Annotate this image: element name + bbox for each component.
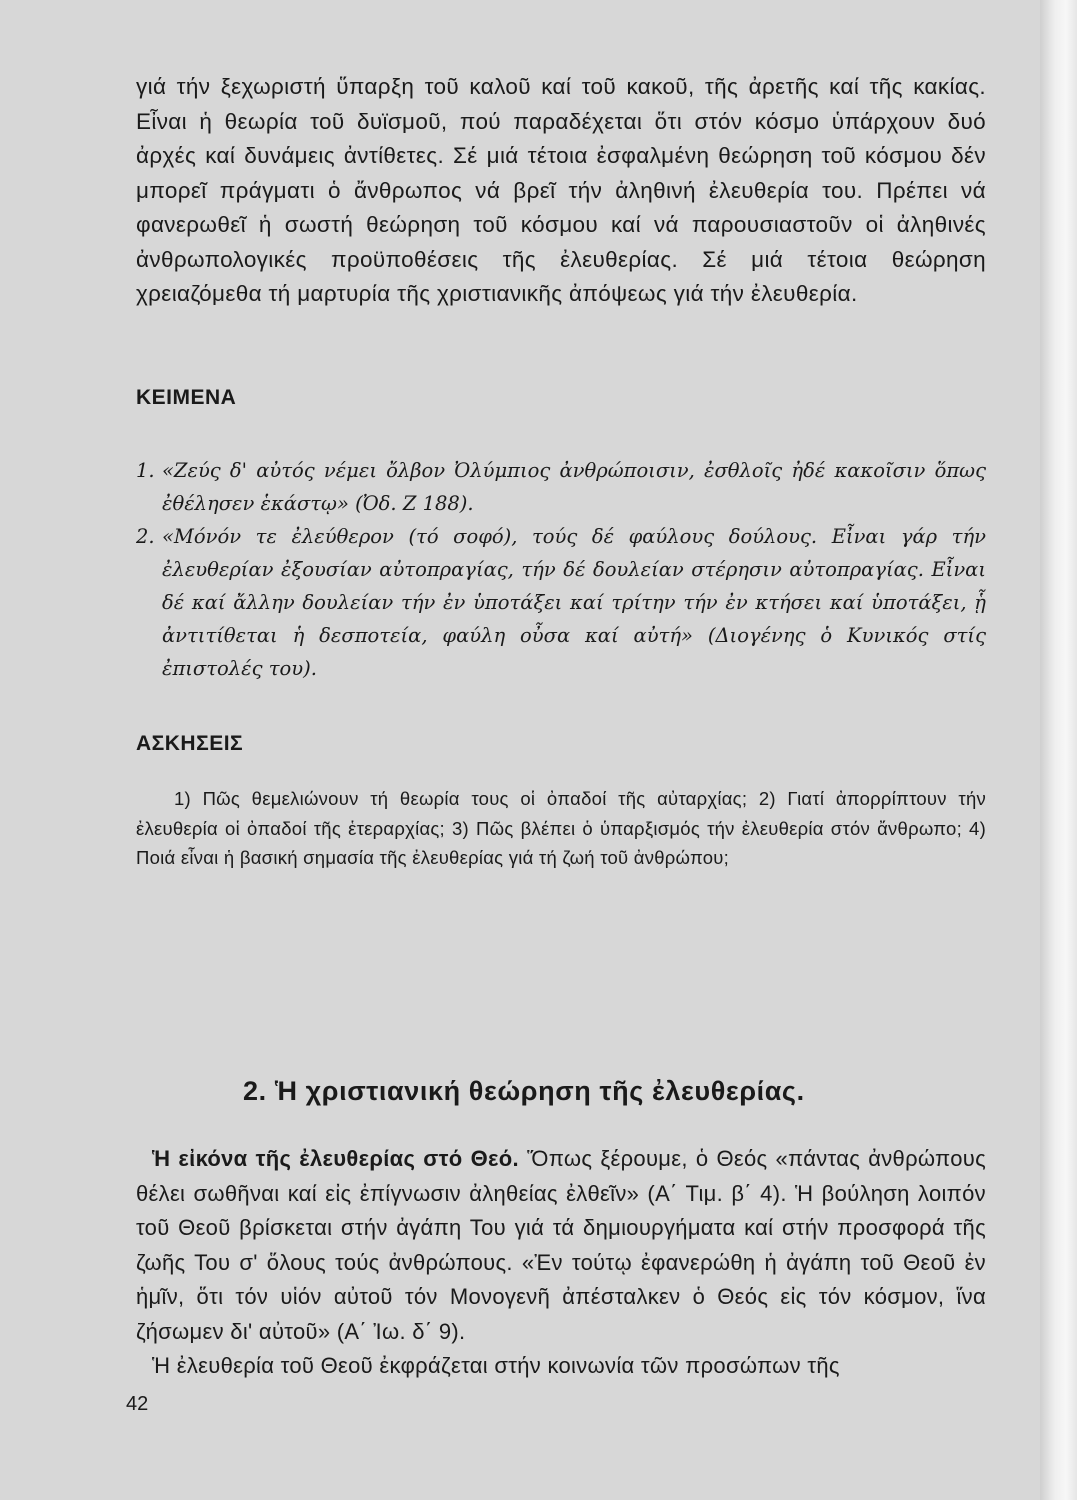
exercises-text: 1) Πῶς θεμελιώνουν τή θεωρία τους οἱ ὀπαδοί τῆς αὐταρχίας; 2) Γιατί ἀπορρίπτουν τήν ἐλευθερία οἱ ὀπαδοί τῆς ἑτεραρχίας; 3) Πῶς βλέπει ὁ ὑπαρξισμός τήν ἐλευθερία στόν ἄνθρωπο; 4) Ποιά εἶναι ἡ βασική σημασία τῆς ἐλευθερίας γιά τή ζωή τοῦ ἀνθρώπου; xyxy=(136,788,986,868)
text-item-number: 1. xyxy=(136,459,155,482)
page-number: 42 xyxy=(126,1393,149,1415)
text-item xyxy=(136,520,986,685)
exercises-heading: ΑΣΚΗΣΕΙΣ xyxy=(136,732,244,755)
intro-paragraph xyxy=(136,70,986,312)
text-item-number: 2. xyxy=(136,525,155,548)
section-paragraph-text: Ὅπως ξέρουμε, ὁ Θεός «πάντας ἀνθρώπους θέλει σωθῆναι καί εἰς ἐπίγνωσιν ἀληθείας ἐλθεῖν» (Α΄ Τιμ. β΄ 4). Ἡ βούληση λοιπόν τοῦ Θεοῦ βρίσκεται στήν ἀγάπη Του γιά τά δημιουργήματα καί στήν προσφορά τῆς ζωῆς Του σ' ὅλους τούς ἀνθρώπους. «Ἐν τούτῳ ἐφανερώθη ἡ ἀγάπη τοῦ Θεοῦ ἐν ἡμῖν, ὅτι τόν υἱόν αὐτοῦ τόν Μονογενῆ ἀπέσταλκεν ὁ Θεός εἰς τόν κόσμον, ἵνα ζήσωμεν δι' αὐτοῦ» (Α΄ Ἰω. δ΄ 9). xyxy=(136,1146,986,1344)
intro-text: γιά τήν ξεχωριστή ὕπαρξη τοῦ καλοῦ καί τοῦ κακοῦ, τῆς ἀρετῆς καί τῆς κακίας. Εἶναι ἡ θεωρία τοῦ δυϊσμοῦ, πού παραδέχεται ὅτι στόν κόσμο ὑπάρχουν δυό ἀρχές καί δυνάμεις ἀντίθετες. Σέ μιά τέτοια ἐσφαλμένη θεώρηση τοῦ κόσμου δέν μπορεῖ πράγματι ὁ ἄνθρωπος νά βρεῖ τήν ἀληθινή ἐλευθερία του. Πρέπει νά φανερωθεῖ ἡ σωστή θεώρηση τοῦ κόσμου καί νά παρουσιαστοῦν οἱ ἀληθινές ἀνθρωπολογικές προϋποθέσεις τῆς ἐλευθερίας. Σέ μιά τέτοια θεώρηση χρειαζόμεθα τή μαρτυρία τῆς χριστιανικῆς ἀπόψεως γιά τήν ἐλευθερία. xyxy=(136,74,986,306)
text-item xyxy=(136,454,986,520)
section-body xyxy=(136,1142,986,1384)
book-spine xyxy=(1040,0,1077,1500)
section-lead: Ἡ εἰκόνα τῆς ἐλευθερίας στό Θεό. xyxy=(152,1146,519,1171)
section-title: 2. Ἡ χριστιανική θεώρηση τῆς ἐλευθερίας. xyxy=(243,1076,805,1106)
texts-heading: ΚΕΙΜΕΝΑ xyxy=(136,386,237,409)
section-paragraph xyxy=(136,1142,986,1349)
section-paragraph: Ἡ ἐλευθερία τοῦ Θεοῦ ἐκφράζεται στήν κοινωνία τῶν προσώπων τῆς xyxy=(152,1353,840,1378)
texts-list xyxy=(136,454,986,685)
text-item-quote: «Μόνόν τε ἐλεύθερον (τό σοφό), τούς δέ φαύλους δούλους. Εἶναι γάρ τήν ἐλευθερίαν ἐξουσίαν αὐτοπραγίας, τήν δέ δουλείαν στέρησιν αὐτοπραγίας. Εἶναι δέ καί ἄλλην δουλείαν τήν ἐν ὑποτάξει καί τρίτην τήν ἐν κτήσει καί ὑποτάξει, ᾗ ἀντιτίθεται ἡ δεσποτεία, φαύλη οὖσα καί αὐτή» (Διογένης ὁ Κυνικός στίς ἐπιστολές του). xyxy=(162,525,986,680)
text-item-quote: «Ζεύς δ' αὐτός νέμει ὄλβον Ὀλύμπιος ἀνθρώποισιν, ἐσθλοῖς ἠδέ κακοῖσιν ὅπως ἐθέλησεν ἑκάστῳ» (Ὀδ. Ζ 188). xyxy=(162,459,986,515)
page-content xyxy=(136,70,986,1378)
